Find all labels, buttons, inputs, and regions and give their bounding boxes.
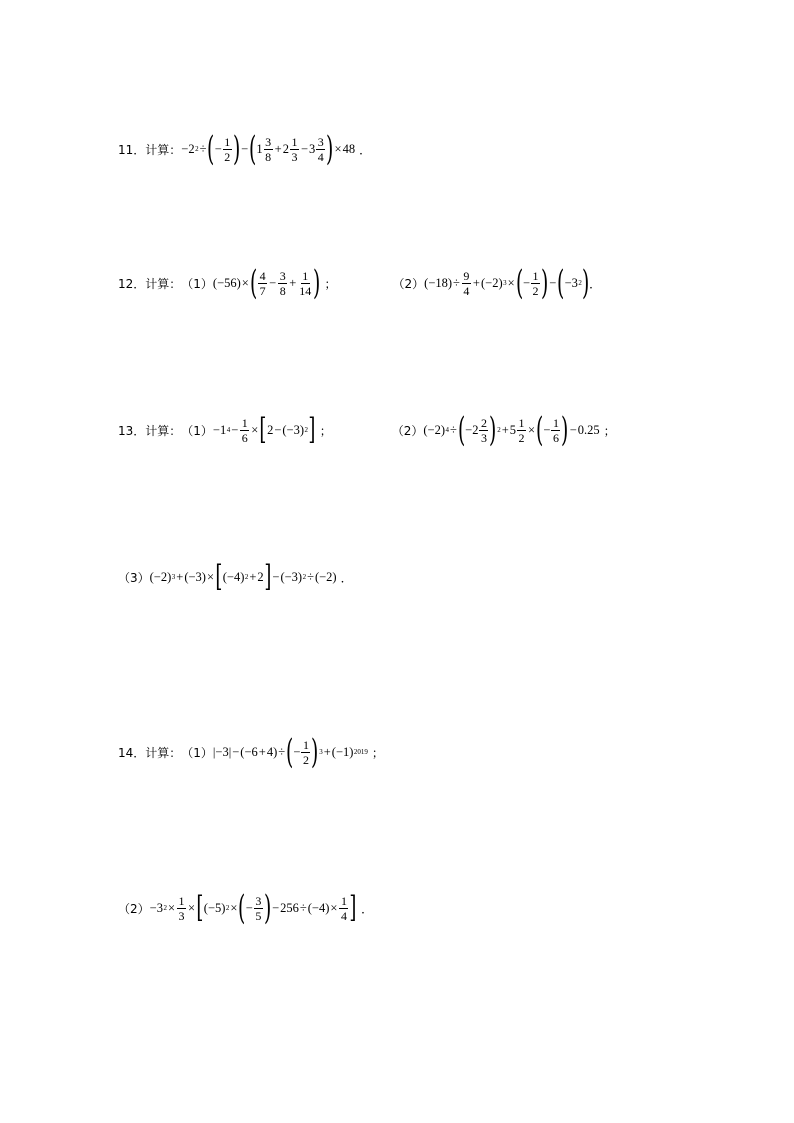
question-14-part2-expression: −3 2 × $\frac{1}{3}$ × [ (−5) 2 × ( − $\frac{3}{5}$ ) − 256 ÷ (−4) × $\frac{1}{4}$ ] (149, 888, 357, 928)
question-14-part2-period: ． (361, 901, 374, 916)
question-13-part2-label: （2） (391, 423, 424, 438)
question-13-label: 13．计算： (118, 423, 182, 438)
question-12-label: 12．计算： (118, 276, 182, 291)
question-11 (118, 129, 372, 169)
question-14-part1-label: （1） (181, 745, 213, 760)
question-12-part1-expression: (−56) × ( $\frac{4}{7}$ − $\frac{3}{8}$ + $\frac{1}{14}$ ) (212, 263, 321, 303)
question-13-part3-label: （3） (118, 570, 150, 585)
question-13-part1-expression: −1 4 − $\frac{1}{6}$ × [ 2 − (−3) 2 ] (212, 412, 316, 447)
question-13-part3-period: ． (340, 570, 353, 585)
question-12 (118, 263, 602, 303)
question-12-part2-expression: (−18) ÷ $\frac{9}{4}$ + (−2) 3 × ( − $\frac{1}{2}$ ) − ( −3 2 ) (424, 263, 590, 303)
question-13-part3-expression: (−2) 3 + (−3) × [ (−4) 2 + 2 ] − (−3) 2 ÷ (−2) (149, 559, 337, 594)
question-12-period: ． (589, 276, 602, 291)
question-12-part1-label: （1） (181, 276, 213, 291)
question-14-part2 (118, 890, 373, 926)
question-13-part2-expression: (−2) 4 ÷ ( −2 $\frac{2}{3}$ ) 2 + 5 $\frac{1}{2}$ × ( − $\frac{1}{6}$ ) − 0.25 (423, 410, 600, 450)
question-13 (118, 410, 616, 450)
question-12-part2-label: （2） (392, 276, 425, 291)
question-14 (118, 734, 384, 770)
question-11-expression: −2 2 ÷ ( − $\frac{1}{2}$ ) − ( 1 $\frac{3}{8}$ + 2 $\frac{1}{3}$ − 3 $\frac{3}{4}$ ) × 48 (181, 129, 356, 169)
question-13-separator-1: ； (319, 423, 332, 438)
question-14-label: 14．计算： (118, 745, 182, 760)
question-11-label: 11．计算： (118, 142, 182, 157)
question-13-part3 (118, 559, 353, 594)
question-14-separator: ； (371, 745, 384, 760)
question-12-separator: ； (324, 276, 337, 291)
question-14-part1-expression: |−3| − (−6 + 4) ÷ ( − $\frac{1}{2}$ ) 3 + (−1) 2019 (212, 732, 368, 772)
question-13-part1-label: （1） (181, 423, 213, 438)
question-14-part2-label: （2） (118, 901, 150, 916)
question-11-period: ． (359, 142, 372, 157)
question-13-separator-2: ； (603, 423, 616, 438)
